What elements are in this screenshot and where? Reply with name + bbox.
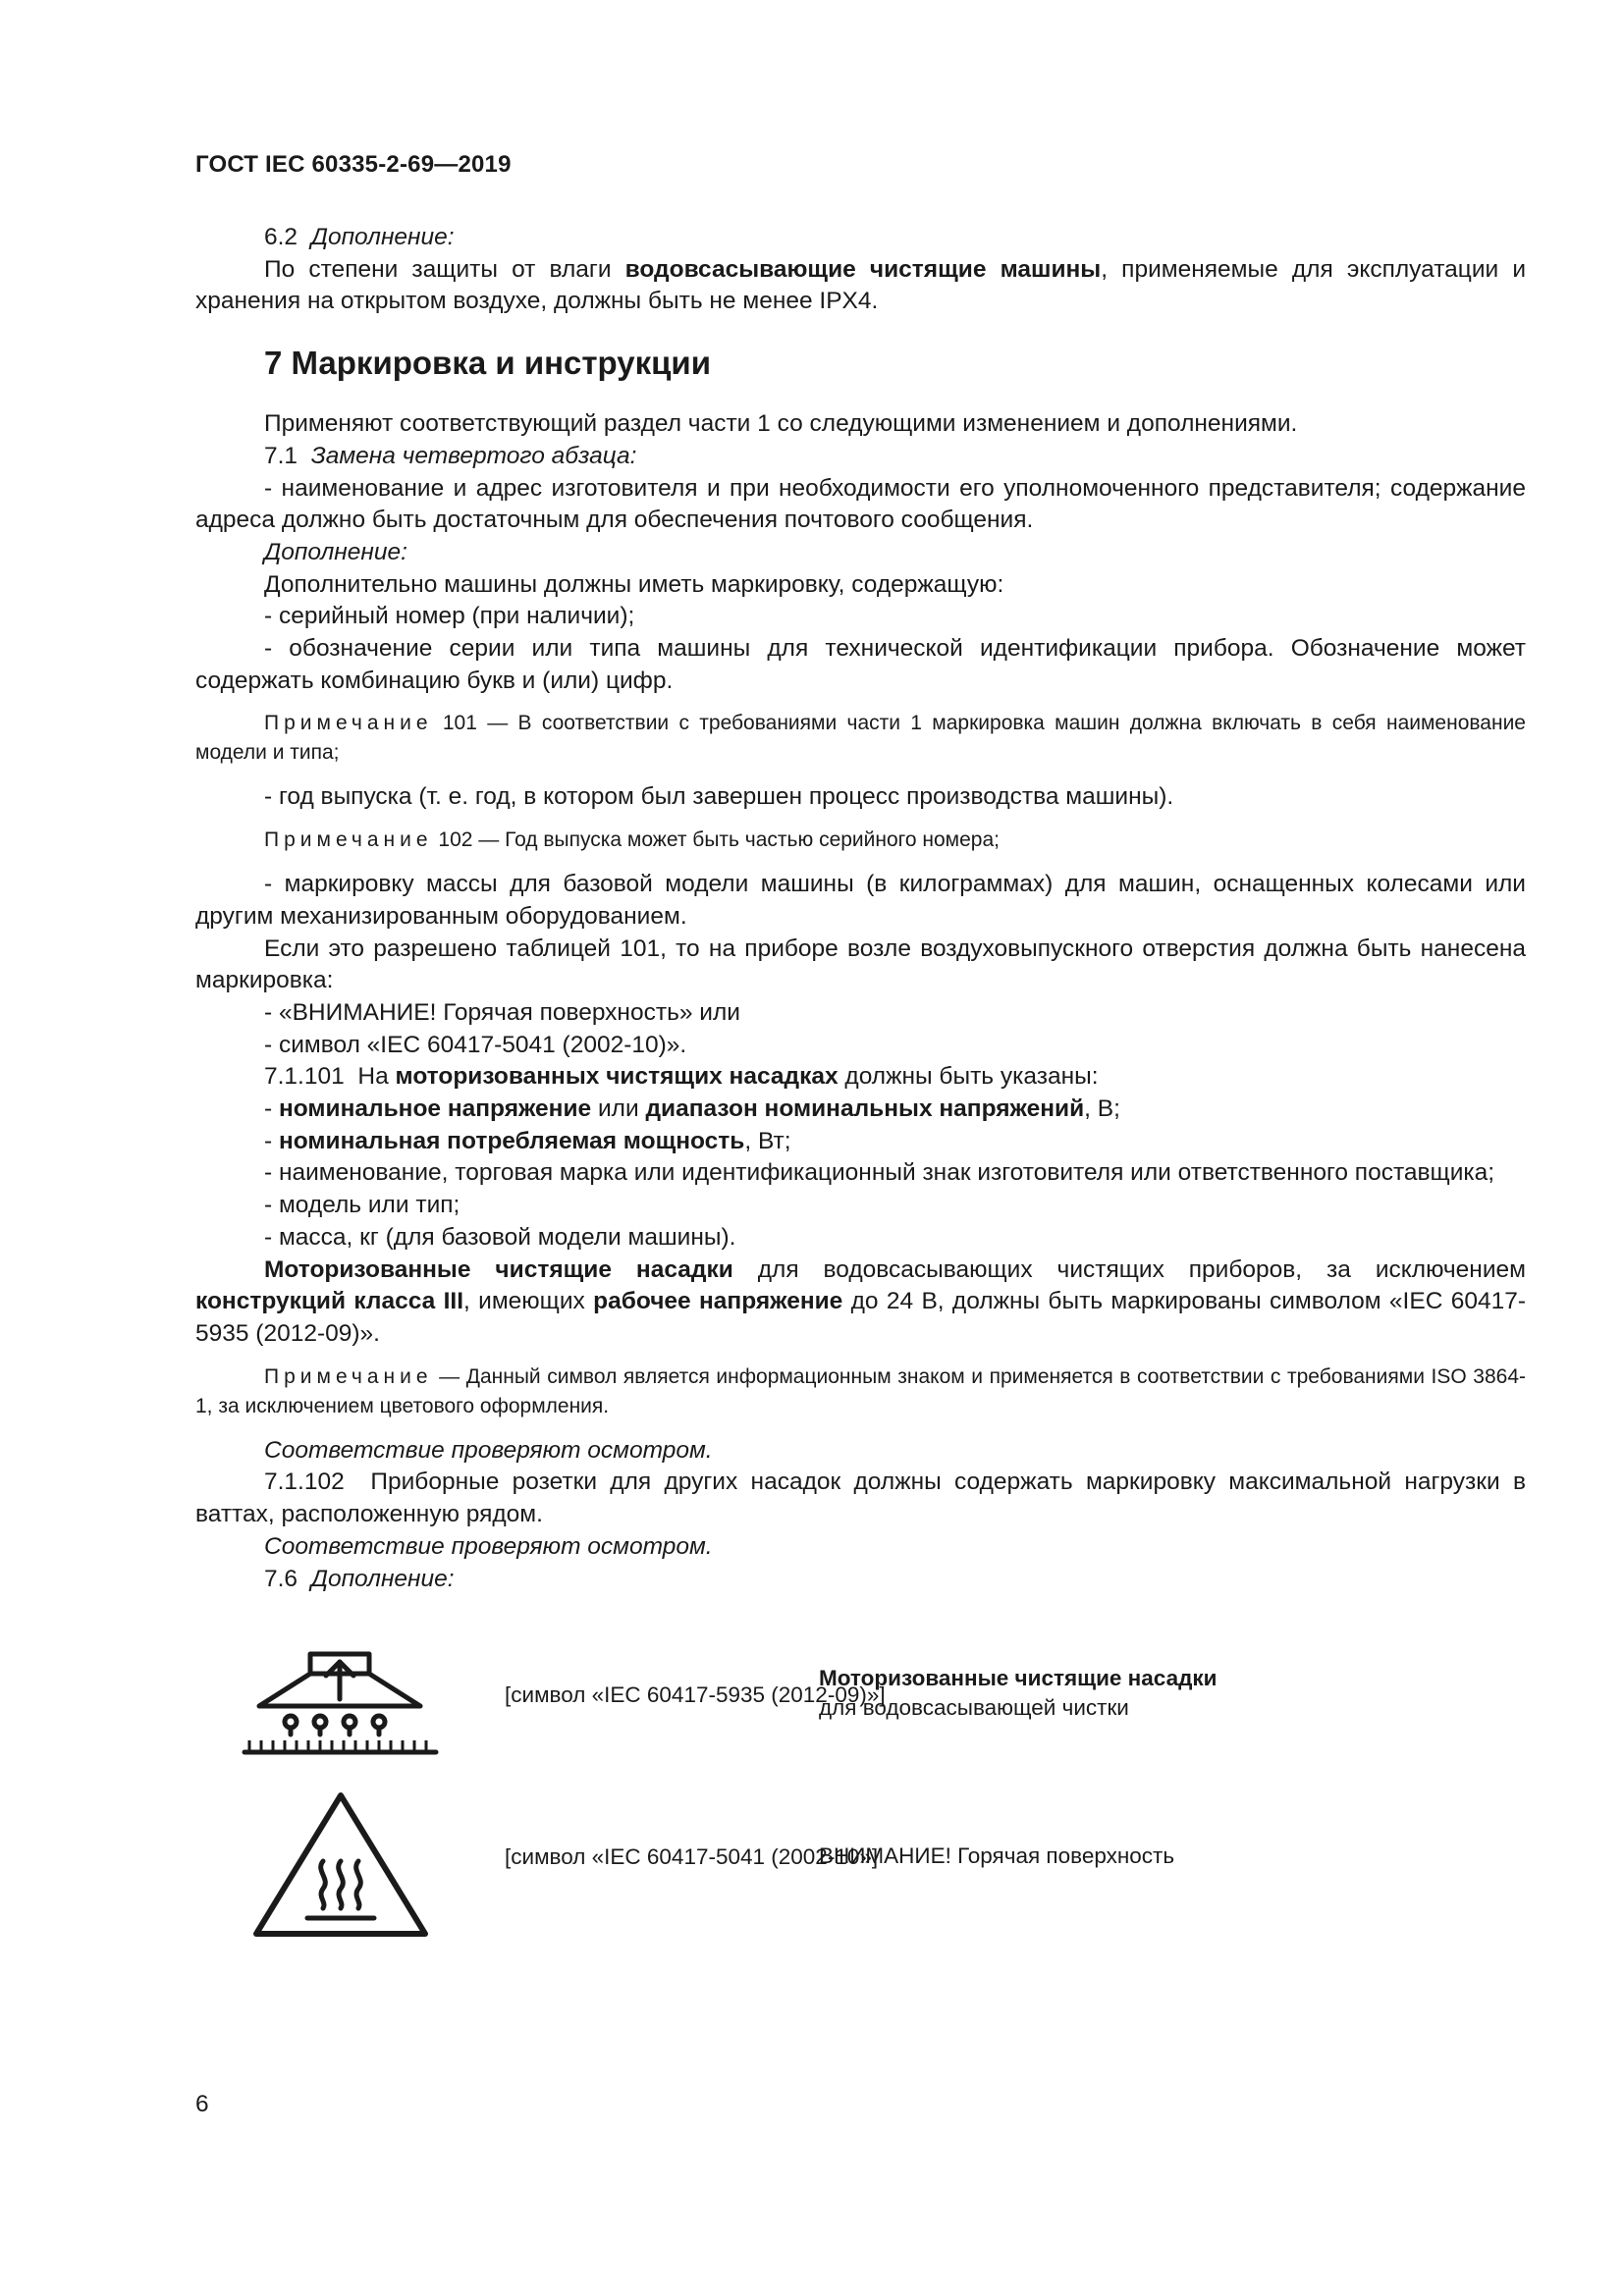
clause-7-1-101: 7.1.101 На моторизованных чистящих насадках должны быть указаны: [264, 1063, 1099, 1091]
list-item: - наименование, торговая марка или идентификационный знак изготовителя или ответственного поставщика; [264, 1159, 1495, 1187]
clause-number: 6.2 [264, 224, 298, 250]
page-content [195, 222, 1526, 1948]
document-header: ГОСТ IEC 60335-2-69—2019 [195, 151, 512, 178]
clause-7-6: 7.6 Дополнение: [264, 1565, 455, 1592]
paragraph: Если это разрешено таблицей 101, то на приборе возле воздуховыпускного отверстия должна быть нанесена маркировка: [195, 934, 1526, 994]
note-101: Примечание 101 — В соответствии с требованиями части 1 маркировка машин должна включать в себя наименование модели и типа; [195, 712, 1526, 765]
paragraph: Дополнительно машины должны иметь маркировку, содержащую: [264, 570, 1004, 598]
page-number: 6 [195, 2091, 209, 2117]
wet-cleaning-nozzle-icon [240, 1632, 446, 1765]
paragraph-intro: Применяют соответствующий раздел части 1 со следующими изменением и дополнениями. [264, 410, 1298, 438]
term: водовсасывающие чистящие машины [624, 255, 1102, 283]
list-item: - обозначение серии или типа машины для технической идентификации прибора. Обозначение может содержать комбинацию букв и (или) цифр. [195, 635, 1526, 694]
list-item: - символ «IEC 60417-5041 (2002-10)». [264, 1031, 687, 1058]
paragraph-motor-nozzles: Моторизованные чистящие насадки для водовсасывающих чистящих приборов, за исключением конструкций класса III, имеющих рабочее напряжение до 24 В, должны быть маркированы символом «IEC 60417-5935 (2012-09)». [195, 1255, 1526, 1347]
symbol-code: [символ «IEC 60417-5041 (2002-10»] [505, 1843, 879, 1869]
note-label: Примечание [264, 712, 433, 735]
list-item: - маркировку массы для базовой модели машины (в килограммах) для машин, оснащенных колесами или другим механизированным оборудованием. [195, 871, 1526, 930]
list-item: - модель или тип; [264, 1192, 460, 1219]
note-symbol: Примечание — Данный символ является информационным знаком и применяется в соответствии с требованиями ISO 3864-1, за исключением цветового оформления. [195, 1364, 1526, 1417]
clause-7-1: 7.1 Замена четвертого абзаца: [264, 442, 637, 469]
list-item: - масса, кг (для базовой модели машины). [264, 1223, 736, 1251]
note-label: Примечание [264, 1364, 433, 1388]
list-item: - «ВНИМАНИЕ! Горячая поверхность» или [264, 998, 740, 1026]
symbol-row-5935 [195, 1632, 1526, 1765]
list-item: - серийный номер (при наличии); [264, 603, 635, 630]
addition-label: Дополнение: [264, 538, 407, 565]
clause-7-1-102: 7.1.102 Приборные розетки для других насадок должны содержать маркировку максимальной нагрузки в ваттах, расположенную рядом. [195, 1468, 1526, 1528]
hot-surface-warning-icon [252, 1790, 446, 1948]
clause-label: Дополнение: [310, 224, 455, 250]
list-item: - номинальное напряжение или диапазон номинальных напряжений, В; [264, 1095, 1120, 1123]
symbol-description: Моторизованные чистящие насадки для водовсасывающей чистки [819, 1666, 1218, 1721]
section-heading-7: 7 Маркировка и инструкции [264, 345, 712, 382]
list-item: - номинальная потребляемая мощность, Вт; [264, 1127, 791, 1154]
symbol-code: [символ «IEC 60417-5935 (2012-09)»] [505, 1682, 886, 1708]
symbol-row-5041 [195, 1790, 1526, 1948]
compliance-text: Соответствие проверяют осмотром. [264, 1436, 713, 1464]
list-item: - год выпуска (т. е. год, в котором был завершен процесс производства машины). [264, 783, 1174, 811]
compliance-text: Соответствие проверяют осмотром. [264, 1532, 713, 1560]
note-label: Примечание [264, 828, 433, 852]
note-102: Примечание 102 — Год выпуска может быть частью серийного номера; [264, 828, 1000, 852]
list-item: - наименование и адрес изготовителя и при необходимости его уполномоченного представителя; содержание адреса должно быть достаточным для обеспечения почтового сообщения. [195, 474, 1526, 534]
clause-6-2 [195, 222, 1526, 254]
paragraph-ipx4: По степени защиты от влаги водовсасывающие чистящие машины, применяемые для эксплуатации и хранения на открытом воздухе, должны быть не менее IPX4. [195, 255, 1527, 315]
symbol-description: ВНИМАНИЕ! Горячая поверхность [819, 1842, 1175, 1868]
